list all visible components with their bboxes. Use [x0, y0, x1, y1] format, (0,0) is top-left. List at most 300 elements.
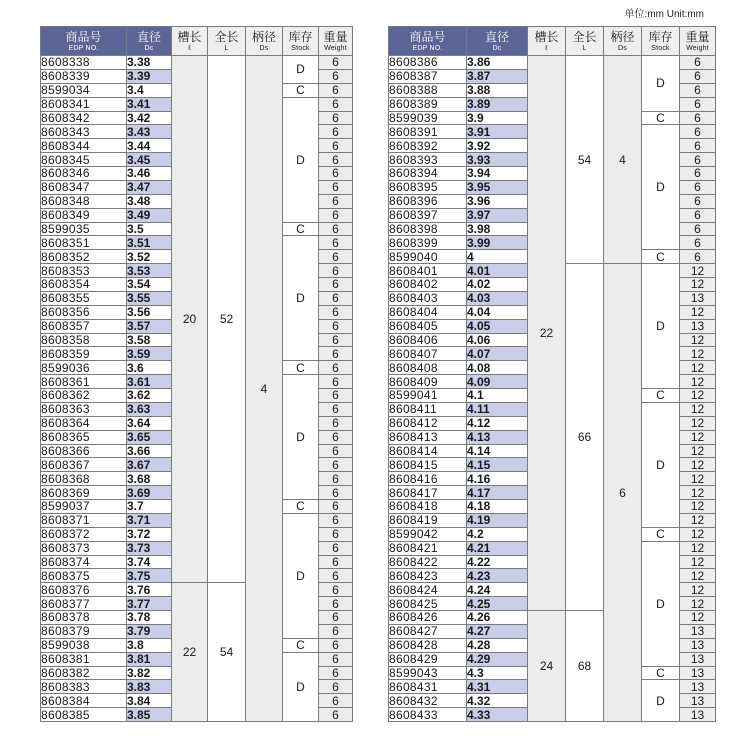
- edp-cell: 8608382: [41, 666, 127, 680]
- edp-cell: 8608353: [41, 264, 127, 278]
- unit-label: 单位:mm Unit:mm: [624, 9, 704, 20]
- weight-cell: 12: [680, 500, 716, 514]
- weight-cell: 6: [319, 472, 353, 486]
- weight-cell: 6: [319, 430, 353, 444]
- diameter-cell: 3.79: [127, 624, 172, 638]
- overall-length-cell: 66: [566, 264, 604, 611]
- diameter-cell: 3.58: [127, 333, 172, 347]
- diameter-cell: 3.4: [127, 83, 172, 97]
- diameter-cell: 4.32: [467, 694, 528, 708]
- weight-cell: 6: [680, 180, 716, 194]
- weight-cell: 6: [680, 97, 716, 111]
- edp-cell: 8608358: [41, 333, 127, 347]
- edp-cell: 8608352: [41, 250, 127, 264]
- stock-cell: C: [283, 83, 319, 97]
- diameter-cell: 3.83: [127, 680, 172, 694]
- weight-cell: 6: [319, 139, 353, 153]
- weight-cell: 6: [680, 56, 716, 70]
- edp-cell: 8608413: [389, 430, 467, 444]
- weight-cell: 6: [319, 513, 353, 527]
- weight-cell: 12: [680, 305, 716, 319]
- weight-cell: 12: [680, 458, 716, 472]
- edp-cell: 8608369: [41, 486, 127, 500]
- edp-cell: 8608402: [389, 278, 467, 292]
- weight-cell: 6: [319, 458, 353, 472]
- weight-cell: 6: [319, 527, 353, 541]
- edp-cell: 8608394: [389, 167, 467, 181]
- edp-cell: 8608432: [389, 694, 467, 708]
- weight-cell: 13: [680, 680, 716, 694]
- diameter-cell: 4.29: [467, 652, 528, 666]
- weight-cell: 12: [680, 611, 716, 625]
- diameter-cell: 4.07: [467, 347, 528, 361]
- diameter-cell: 4: [467, 250, 528, 264]
- diameter-cell: 3.64: [127, 416, 172, 430]
- weight-cell: 6: [319, 583, 353, 597]
- edp-cell: 8608395: [389, 180, 467, 194]
- diameter-cell: 4.12: [467, 416, 528, 430]
- diameter-cell: 4.25: [467, 597, 528, 611]
- stock-cell: D: [642, 680, 680, 722]
- edp-cell: 8608427: [389, 624, 467, 638]
- diameter-cell: 3.77: [127, 597, 172, 611]
- edp-cell: 8608422: [389, 555, 467, 569]
- diameter-cell: 3.55: [127, 291, 172, 305]
- diameter-cell: 4.08: [467, 361, 528, 375]
- weight-cell: 12: [680, 264, 716, 278]
- edp-cell: 8608419: [389, 513, 467, 527]
- diameter-cell: 4.24: [467, 583, 528, 597]
- diameter-cell: 4.17: [467, 486, 528, 500]
- weight-cell: 12: [680, 444, 716, 458]
- edp-cell: 8608399: [389, 236, 467, 250]
- diameter-cell: 4.21: [467, 541, 528, 555]
- weight-cell: 6: [319, 375, 353, 389]
- edp-cell: 8608362: [41, 389, 127, 403]
- edp-cell: 8608425: [389, 597, 467, 611]
- weight-cell: 6: [680, 236, 716, 250]
- overall-length-cell: 54: [208, 583, 246, 722]
- weight-cell: 12: [680, 472, 716, 486]
- header-dc: 直径 Dc: [467, 27, 528, 56]
- weight-cell: 12: [680, 402, 716, 416]
- weight-cell: 6: [319, 666, 353, 680]
- edp-cell: 8608416: [389, 472, 467, 486]
- diameter-cell: 3.45: [127, 153, 172, 167]
- diameter-cell: 4.1: [467, 389, 528, 403]
- diameter-cell: 3.95: [467, 180, 528, 194]
- edp-cell: 8608346: [41, 167, 127, 181]
- stock-cell: D: [642, 541, 680, 666]
- diameter-cell: 3.84: [127, 694, 172, 708]
- edp-cell: 8608373: [41, 541, 127, 555]
- diameter-cell: 4.28: [467, 638, 528, 652]
- weight-cell: 6: [680, 208, 716, 222]
- header-stock: 库存 Stock: [642, 27, 680, 56]
- diameter-cell: 3.63: [127, 402, 172, 416]
- diameter-cell: 4.09: [467, 375, 528, 389]
- weight-cell: 6: [680, 250, 716, 264]
- header-flute: 槽长 ℓ: [172, 27, 208, 56]
- edp-cell: 8608407: [389, 347, 467, 361]
- edp-cell: 8608367: [41, 458, 127, 472]
- weight-cell: 13: [680, 291, 716, 305]
- diameter-cell: 3.74: [127, 555, 172, 569]
- weight-cell: 6: [680, 83, 716, 97]
- edp-cell: 8599042: [389, 527, 467, 541]
- table-row: [389, 56, 716, 70]
- diameter-cell: 4.22: [467, 555, 528, 569]
- shank-diameter-cell: 4: [246, 56, 283, 722]
- diameter-cell: 3.69: [127, 486, 172, 500]
- weight-cell: 6: [680, 153, 716, 167]
- edp-cell: 8608423: [389, 569, 467, 583]
- weight-cell: 6: [680, 222, 716, 236]
- edp-cell: 8608393: [389, 153, 467, 167]
- diameter-cell: 3.72: [127, 527, 172, 541]
- weight-cell: 6: [319, 347, 353, 361]
- weight-cell: 12: [680, 416, 716, 430]
- weight-cell: 6: [319, 125, 353, 139]
- edp-cell: 8608372: [41, 527, 127, 541]
- diameter-cell: 4.16: [467, 472, 528, 486]
- header-dc: 直径 Dc: [127, 27, 172, 56]
- stock-cell: D: [283, 375, 319, 500]
- edp-cell: 8608351: [41, 236, 127, 250]
- edp-cell: 8608408: [389, 361, 467, 375]
- edp-cell: 8608342: [41, 111, 127, 125]
- diameter-cell: 4.33: [467, 708, 528, 722]
- edp-cell: 8608398: [389, 222, 467, 236]
- diameter-cell: 3.71: [127, 513, 172, 527]
- flute-length-cell: 22: [172, 583, 208, 722]
- diameter-cell: 3.46: [127, 167, 172, 181]
- weight-cell: 12: [680, 555, 716, 569]
- stock-cell: C: [642, 111, 680, 125]
- diameter-cell: 3.82: [127, 666, 172, 680]
- diameter-cell: 3.85: [127, 708, 172, 722]
- edp-cell: 8608343: [41, 125, 127, 139]
- stock-cell: D: [642, 56, 680, 112]
- edp-cell: 8599038: [41, 638, 127, 652]
- edp-cell: 8608388: [389, 83, 467, 97]
- edp-cell: 8608344: [41, 139, 127, 153]
- edp-cell: 8608406: [389, 333, 467, 347]
- diameter-cell: 3.47: [127, 180, 172, 194]
- diameter-cell: 3.49: [127, 208, 172, 222]
- weight-cell: 6: [319, 250, 353, 264]
- weight-cell: 6: [319, 611, 353, 625]
- diameter-cell: 3.73: [127, 541, 172, 555]
- stock-cell: C: [642, 527, 680, 541]
- flute-length-cell: 24: [528, 611, 566, 722]
- edp-cell: 8608361: [41, 375, 127, 389]
- stock-cell: C: [283, 361, 319, 375]
- weight-cell: 6: [680, 139, 716, 153]
- header-oal: 全长 L: [566, 27, 604, 56]
- edp-cell: 8608417: [389, 486, 467, 500]
- diameter-cell: 3.92: [467, 139, 528, 153]
- header-stock: 库存 Stock: [283, 27, 319, 56]
- diameter-cell: 4.27: [467, 624, 528, 638]
- weight-cell: 12: [680, 375, 716, 389]
- edp-cell: 8599034: [41, 83, 127, 97]
- stock-cell: C: [642, 389, 680, 403]
- diameter-cell: 3.96: [467, 194, 528, 208]
- header-shank: 柄径 Ds: [246, 27, 283, 56]
- diameter-cell: 4.23: [467, 569, 528, 583]
- edp-cell: 8608364: [41, 416, 127, 430]
- weight-cell: 13: [680, 694, 716, 708]
- diameter-cell: 3.66: [127, 444, 172, 458]
- stock-cell: D: [283, 513, 319, 638]
- weight-cell: 6: [319, 389, 353, 403]
- edp-cell: 8608409: [389, 375, 467, 389]
- overall-length-cell: 52: [208, 56, 246, 583]
- stock-cell: D: [283, 236, 319, 361]
- weight-cell: 6: [319, 444, 353, 458]
- weight-cell: 6: [680, 167, 716, 181]
- edp-cell: 8608386: [389, 56, 467, 70]
- weight-cell: 6: [319, 194, 353, 208]
- edp-cell: 8608356: [41, 305, 127, 319]
- edp-cell: 8608384: [41, 694, 127, 708]
- weight-cell: 12: [680, 333, 716, 347]
- weight-cell: 12: [680, 541, 716, 555]
- diameter-cell: 4.05: [467, 319, 528, 333]
- stock-cell: C: [283, 500, 319, 514]
- edp-cell: 8608348: [41, 194, 127, 208]
- edp-cell: 8599040: [389, 250, 467, 264]
- table-row: [41, 56, 353, 70]
- weight-cell: 6: [319, 83, 353, 97]
- diameter-cell: 3.51: [127, 236, 172, 250]
- diameter-cell: 3.5: [127, 222, 172, 236]
- weight-cell: 6: [319, 708, 353, 722]
- weight-cell: 6: [319, 264, 353, 278]
- weight-cell: 12: [680, 527, 716, 541]
- edp-cell: 8608414: [389, 444, 467, 458]
- diameter-cell: 4.04: [467, 305, 528, 319]
- weight-cell: 6: [319, 541, 353, 555]
- diameter-cell: 4.15: [467, 458, 528, 472]
- edp-cell: 8608433: [389, 708, 467, 722]
- diameter-cell: 3.99: [467, 236, 528, 250]
- diameter-cell: 4.13: [467, 430, 528, 444]
- weight-cell: 6: [319, 180, 353, 194]
- edp-cell: 8608347: [41, 180, 127, 194]
- header-row: [389, 27, 716, 56]
- diameter-cell: 3.48: [127, 194, 172, 208]
- header-row: [41, 27, 353, 56]
- shank-diameter-cell: 6: [604, 264, 642, 722]
- edp-cell: 8608387: [389, 69, 467, 83]
- edp-cell: 8608389: [389, 97, 467, 111]
- edp-cell: 8608377: [41, 597, 127, 611]
- weight-cell: 6: [319, 486, 353, 500]
- edp-cell: 8608341: [41, 97, 127, 111]
- edp-cell: 8608431: [389, 680, 467, 694]
- diameter-cell: 3.8: [127, 638, 172, 652]
- diameter-cell: 3.44: [127, 139, 172, 153]
- diameter-cell: 3.38: [127, 56, 172, 70]
- weight-cell: 6: [319, 236, 353, 250]
- header-weight: 重量 Weight: [319, 27, 353, 56]
- weight-cell: 6: [680, 194, 716, 208]
- edp-cell: 8608383: [41, 680, 127, 694]
- diameter-cell: 3.39: [127, 69, 172, 83]
- diameter-cell: 3.56: [127, 305, 172, 319]
- weight-cell: 6: [680, 111, 716, 125]
- diameter-cell: 3.54: [127, 278, 172, 292]
- header-flute: 槽长 ℓ: [528, 27, 566, 56]
- weight-cell: 6: [680, 69, 716, 83]
- header-weight: 重量 Weight: [680, 27, 716, 56]
- diameter-cell: 3.6: [127, 361, 172, 375]
- diameter-cell: 3.94: [467, 167, 528, 181]
- edp-cell: 8608371: [41, 513, 127, 527]
- edp-cell: 8608349: [41, 208, 127, 222]
- edp-cell: 8608428: [389, 638, 467, 652]
- weight-cell: 12: [680, 389, 716, 403]
- weight-cell: 13: [680, 624, 716, 638]
- weight-cell: 12: [680, 569, 716, 583]
- edp-cell: 8608365: [41, 430, 127, 444]
- edp-cell: 8608357: [41, 319, 127, 333]
- diameter-cell: 3.76: [127, 583, 172, 597]
- stock-cell: D: [283, 652, 319, 721]
- weight-cell: 6: [319, 56, 353, 70]
- weight-cell: 6: [319, 500, 353, 514]
- stock-cell: D: [642, 402, 680, 527]
- spec-table-right: [388, 26, 716, 722]
- stock-cell: C: [283, 638, 319, 652]
- edp-cell: 8608401: [389, 264, 467, 278]
- diameter-cell: 4.03: [467, 291, 528, 305]
- edp-cell: 8599037: [41, 500, 127, 514]
- diameter-cell: 3.86: [467, 56, 528, 70]
- weight-cell: 12: [680, 278, 716, 292]
- stock-cell: D: [642, 264, 680, 389]
- edp-cell: 8608363: [41, 402, 127, 416]
- weight-cell: 6: [319, 69, 353, 83]
- edp-cell: 8608368: [41, 472, 127, 486]
- stock-cell: C: [642, 666, 680, 680]
- weight-cell: 13: [680, 666, 716, 680]
- edp-cell: 8608354: [41, 278, 127, 292]
- diameter-cell: 4.2: [467, 527, 528, 541]
- edp-cell: 8608391: [389, 125, 467, 139]
- edp-cell: 8608378: [41, 611, 127, 625]
- edp-cell: 8608405: [389, 319, 467, 333]
- stock-cell: D: [283, 56, 319, 84]
- weight-cell: 13: [680, 319, 716, 333]
- stock-cell: C: [642, 250, 680, 264]
- diameter-cell: 3.42: [127, 111, 172, 125]
- edp-cell: 8608415: [389, 458, 467, 472]
- weight-cell: 13: [680, 652, 716, 666]
- edp-cell: 8599041: [389, 389, 467, 403]
- edp-cell: 8608355: [41, 291, 127, 305]
- weight-cell: 12: [680, 347, 716, 361]
- diameter-cell: 3.87: [467, 69, 528, 83]
- diameter-cell: 3.7: [127, 500, 172, 514]
- weight-cell: 6: [319, 569, 353, 583]
- edp-cell: 8608421: [389, 541, 467, 555]
- edp-cell: 8608375: [41, 569, 127, 583]
- flute-length-cell: 22: [528, 56, 566, 611]
- diameter-cell: 3.98: [467, 222, 528, 236]
- edp-cell: 8608403: [389, 291, 467, 305]
- weight-cell: 6: [319, 97, 353, 111]
- weight-cell: 12: [680, 430, 716, 444]
- edp-cell: 8608426: [389, 611, 467, 625]
- weight-cell: 12: [680, 361, 716, 375]
- edp-cell: 8608374: [41, 555, 127, 569]
- weight-cell: 6: [319, 291, 353, 305]
- diameter-cell: 4.11: [467, 402, 528, 416]
- diameter-cell: 3.93: [467, 153, 528, 167]
- edp-cell: 8608379: [41, 624, 127, 638]
- weight-cell: 6: [319, 361, 353, 375]
- overall-length-cell: 54: [566, 56, 604, 264]
- header-shank: 柄径 Ds: [604, 27, 642, 56]
- diameter-cell: 4.14: [467, 444, 528, 458]
- diameter-cell: 4.01: [467, 264, 528, 278]
- diameter-cell: 4.18: [467, 500, 528, 514]
- edp-cell: 8608429: [389, 652, 467, 666]
- edp-cell: 8608339: [41, 69, 127, 83]
- weight-cell: 6: [319, 111, 353, 125]
- diameter-cell: 3.68: [127, 472, 172, 486]
- diameter-cell: 3.81: [127, 652, 172, 666]
- shank-diameter-cell: 4: [604, 56, 642, 264]
- stock-cell: D: [283, 97, 319, 222]
- edp-cell: 8599039: [389, 111, 467, 125]
- weight-cell: 6: [680, 125, 716, 139]
- diameter-cell: 3.65: [127, 430, 172, 444]
- weight-cell: 6: [319, 167, 353, 181]
- weight-cell: 6: [319, 597, 353, 611]
- diameter-cell: 3.89: [467, 97, 528, 111]
- weight-cell: 13: [680, 708, 716, 722]
- weight-cell: 12: [680, 597, 716, 611]
- diameter-cell: 3.59: [127, 347, 172, 361]
- weight-cell: 6: [319, 305, 353, 319]
- weight-cell: 6: [319, 333, 353, 347]
- diameter-cell: 3.78: [127, 611, 172, 625]
- weight-cell: 6: [319, 638, 353, 652]
- weight-cell: 12: [680, 513, 716, 527]
- diameter-cell: 3.57: [127, 319, 172, 333]
- weight-cell: 13: [680, 638, 716, 652]
- weight-cell: 12: [680, 486, 716, 500]
- edp-cell: 8599036: [41, 361, 127, 375]
- edp-cell: 8608418: [389, 500, 467, 514]
- diameter-cell: 3.75: [127, 569, 172, 583]
- edp-cell: 8608404: [389, 305, 467, 319]
- diameter-cell: 3.52: [127, 250, 172, 264]
- weight-cell: 6: [319, 208, 353, 222]
- weight-cell: 6: [319, 222, 353, 236]
- edp-cell: 8608396: [389, 194, 467, 208]
- weight-cell: 6: [319, 680, 353, 694]
- edp-cell: 8608392: [389, 139, 467, 153]
- weight-cell: 12: [680, 583, 716, 597]
- spec-table-left: [40, 26, 353, 722]
- edp-cell: 8608397: [389, 208, 467, 222]
- edp-cell: 8608424: [389, 583, 467, 597]
